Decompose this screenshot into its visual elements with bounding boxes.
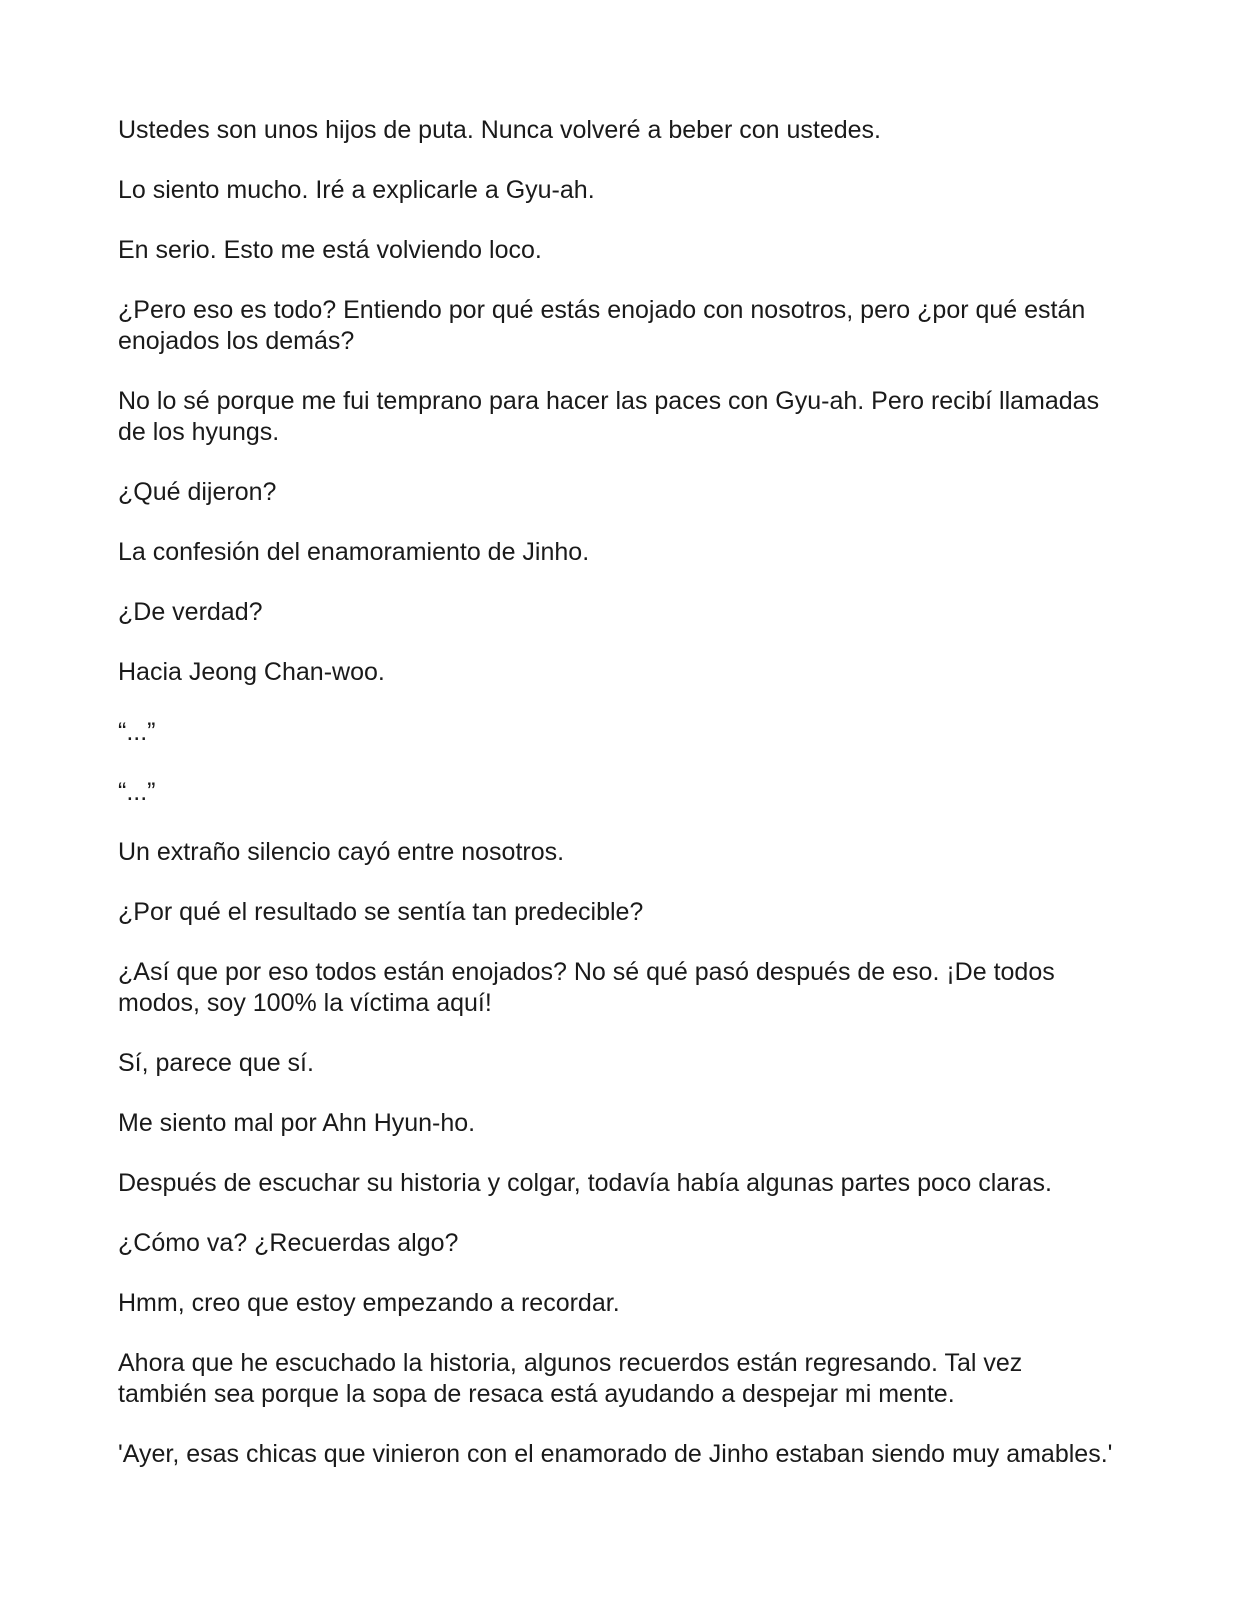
paragraph: “...” xyxy=(118,718,156,746)
paragraph: No lo sé porque me fui temprano para hacer las paces con Gyu-ah. Pero recibí llamadas de los hyungs. xyxy=(118,387,1100,446)
paragraph: ¿Pero eso es todo? Entiendo por qué estás enojado con nosotros, pero ¿por qué están enojados los demás? xyxy=(118,296,1086,355)
paragraph: Hmm, creo que estoy empezando a recordar. xyxy=(118,1289,620,1317)
paragraph: ¿De verdad? xyxy=(118,598,263,626)
paragraph: “...” xyxy=(118,778,156,806)
paragraph: Sí, parece que sí. xyxy=(118,1049,314,1077)
paragraph: 'Ayer, esas chicas que vinieron con el enamorado de Jinho estaban siendo muy amables.' xyxy=(118,1440,1113,1468)
paragraph: ¿Cómo va? ¿Recuerdas algo? xyxy=(118,1229,459,1257)
paragraph: En serio. Esto me está volviendo loco. xyxy=(118,236,542,264)
paragraph: Ustedes son unos hijos de puta. Nunca volveré a beber con ustedes. xyxy=(118,116,881,144)
paragraph: ¿Así que por eso todos están enojados? No sé qué pasó después de eso. ¡De todos modos, soy 100% la víctima aquí! xyxy=(118,958,1055,1017)
paragraph: Hacia Jeong Chan-woo. xyxy=(118,658,385,686)
text-body xyxy=(118,115,1118,1499)
paragraph: Después de escuchar su historia y colgar, todavía había algunas partes poco claras. xyxy=(118,1169,1052,1197)
paragraph: ¿Por qué el resultado se sentía tan predecible? xyxy=(118,898,644,926)
paragraph: ¿Qué dijeron? xyxy=(118,478,277,506)
paragraph: Un extraño silencio cayó entre nosotros. xyxy=(118,838,565,866)
paragraph: Lo siento mucho. Iré a explicarle a Gyu-ah. xyxy=(118,176,595,204)
paragraph: Me siento mal por Ahn Hyun-ho. xyxy=(118,1109,476,1137)
paragraph: La confesión del enamoramiento de Jinho. xyxy=(118,538,590,566)
paragraph: Ahora que he escuchado la historia, algunos recuerdos están regresando. Tal vez también sea porque la sopa de resaca está ayudando a despejar mi mente. xyxy=(118,1349,1023,1408)
